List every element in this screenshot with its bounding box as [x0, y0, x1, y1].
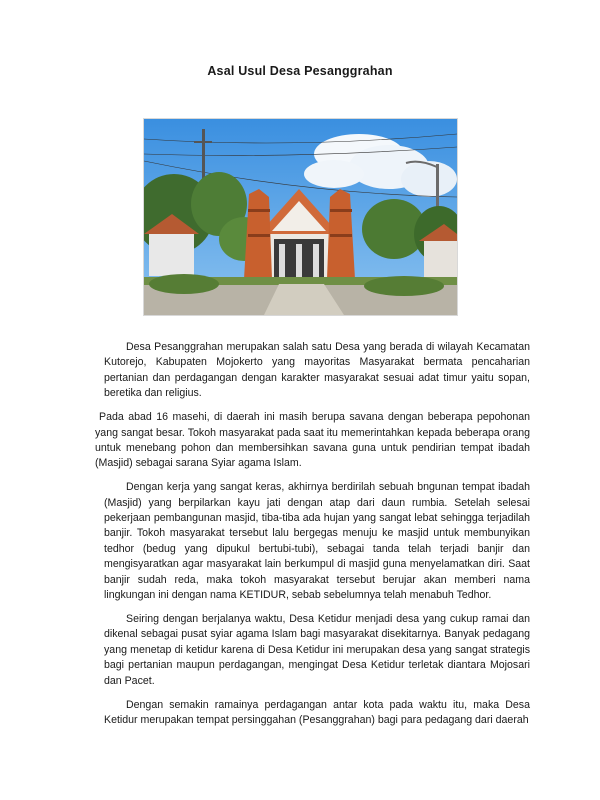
paragraph-2: Pada abad 16 masehi, di daerah ini masih berupa savana dengan beberapa pepohonan yang sangat besar. Tokoh masyarakat pada saat itu memerintahkan kepada beberapa orang untuk menebang pohon dan membersihkan savana guna untuk pendirian tempat ibadah (Masjid) sebagai sarana Syiar agama Islam. — [95, 411, 530, 470]
paragraph-1: Desa Pesanggrahan merupakan salah satu Desa yang berada di wilayah Kecamatan Kutorejo, Kabupaten Mojokerto yang mayoritas Masyarakat bermata pencaharian pertanian dan perdagangan dengan karakter masyarakat sesuai adat timur yaitu sopan, beretika dan religius. — [104, 341, 530, 400]
paragraph-5: Dengan semakin ramainya perdagangan antar kota pada waktu itu, maka Desa Ketidur merupakan tempat persinggahan (Pesanggrahan) bagi para pedagang dari daerah — [104, 698, 530, 726]
village-gate-photo — [143, 118, 458, 316]
body-text — [95, 340, 530, 737]
paragraph-4: Seiring dengan berjalanya waktu, Desa Ketidur menjadi desa yang cukup ramai dan dikenal sebagai pusat syiar agama Islam bagi masyarakat disekitarnya. Banyak pedagang yang menetap di ketidur karena di Desa Ketidur ini merupakan desa yang sangat strategis bagi pertanian maupun perdagangan, mengingat Desa Ketidur terletak diantara Mojosari dan Pacet. — [104, 613, 530, 687]
document-title: Asal Usul Desa Pesanggrahan — [207, 64, 393, 78]
paragraph-3: Dengan kerja yang sangat keras, akhirnya berdirilah sebuah bngunan tempat ibadah (Masjid) yang berpilarkan kayu jati dengan atap dari daun rumbia. Setelah selesai pekerjaan pembangunan masjid, tiba-tiba ada hujan yang sangat lebat sehingga terjadilah banjir. Tokoh masyarakat tersebut lalu bergegas menuju ke masjid untuk membunyikan tedhor (bedug yang dipukul bertubi-tubi), sebagai tanda telah terjadi banjir dan mengisyaratkan agar masyarakat lain berkumpul di masjid guna menyelamatkan diri. Saat banjir sudah reda, maka tokoh masyarakat tersebut berujar akan memberi nama lingkungan ini dengan nama KETIDUR, sebab sebelumnya telah menabuh Tedhor. — [104, 481, 530, 602]
